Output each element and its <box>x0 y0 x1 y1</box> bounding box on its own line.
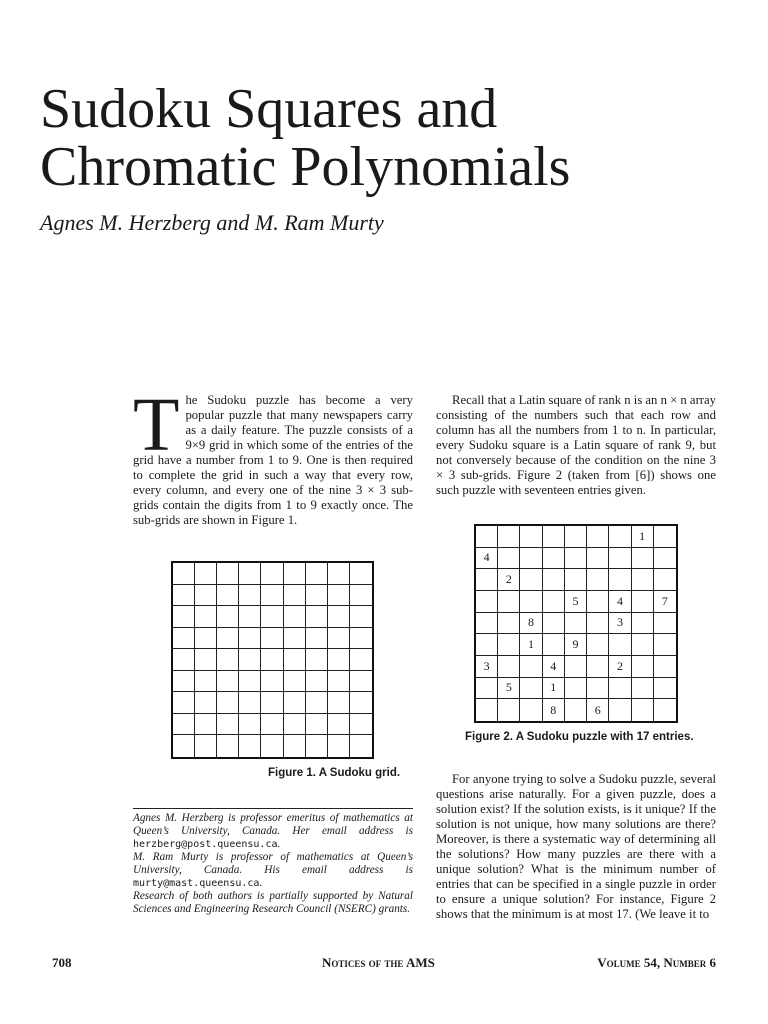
grid-cell <box>239 692 261 714</box>
grid-cell <box>306 585 328 607</box>
left-column <box>133 383 413 528</box>
grid-cell <box>498 634 520 656</box>
grid-cell <box>565 548 587 570</box>
grid-cell <box>632 699 654 721</box>
grid-cell <box>498 613 520 635</box>
grid-cell <box>217 649 239 671</box>
grid-cell <box>350 585 372 607</box>
grid-cell <box>498 548 520 570</box>
grid-cell <box>239 606 261 628</box>
grid-cell <box>239 671 261 693</box>
grid-cell <box>632 613 654 635</box>
grid-cell <box>543 634 565 656</box>
grid-cell: 4 <box>609 591 631 613</box>
grid-cell: 1 <box>520 634 542 656</box>
grid-cell <box>239 649 261 671</box>
grid-cell <box>476 526 498 548</box>
grid-cell <box>476 569 498 591</box>
grid-cell <box>195 606 217 628</box>
grid-cell <box>195 735 217 757</box>
grid-cell <box>328 735 350 757</box>
grid-cell <box>350 735 372 757</box>
grid-cell <box>217 585 239 607</box>
article-title: Sudoku Squares and Chromatic Polynomials <box>40 78 571 198</box>
grid-cell <box>173 714 195 736</box>
grid-cell <box>239 714 261 736</box>
grid-cell <box>632 634 654 656</box>
grid-cell <box>284 735 306 757</box>
grid-cell <box>565 699 587 721</box>
grid-cell: 3 <box>476 656 498 678</box>
grid-cell: 7 <box>654 591 676 613</box>
grid-cell <box>476 591 498 613</box>
grid-cell <box>261 735 283 757</box>
figure1-sudoku-grid <box>171 561 374 759</box>
grid-cell <box>587 569 609 591</box>
grid-cell: 1 <box>632 526 654 548</box>
article-authors: Agnes M. Herzberg and M. Ram Murty <box>40 210 384 235</box>
grid-cell <box>284 671 306 693</box>
grid-cell <box>284 563 306 585</box>
right-column-bottom <box>436 772 716 922</box>
grid-cell <box>217 692 239 714</box>
grid-cell <box>543 569 565 591</box>
grid-cell <box>520 656 542 678</box>
grid-cell <box>173 606 195 628</box>
figure2-sudoku-puzzle <box>474 524 678 723</box>
author-footnote <box>133 812 413 916</box>
grid-cell <box>654 569 676 591</box>
grid-cell <box>498 526 520 548</box>
grid-cell <box>632 656 654 678</box>
grid-cell <box>261 692 283 714</box>
grid-cell <box>328 714 350 736</box>
grid-cell <box>328 585 350 607</box>
grid-cell <box>520 569 542 591</box>
grid-cell <box>609 699 631 721</box>
right-column-top <box>436 393 716 498</box>
grid-cell <box>565 569 587 591</box>
grid-cell <box>239 585 261 607</box>
grid-cell <box>239 628 261 650</box>
grid-cell <box>587 678 609 700</box>
grid-cell: 4 <box>543 656 565 678</box>
grid-cell <box>217 714 239 736</box>
grid-cell <box>306 628 328 650</box>
grid-cell <box>195 714 217 736</box>
grid-cell <box>261 606 283 628</box>
grid-cell: 4 <box>476 548 498 570</box>
grid-cell <box>632 678 654 700</box>
grid-cell <box>498 656 520 678</box>
grid-cell <box>284 649 306 671</box>
grid-cell <box>217 628 239 650</box>
grid-cell <box>654 656 676 678</box>
grid-cell <box>306 714 328 736</box>
grid-cell <box>498 699 520 721</box>
grid-cell <box>261 671 283 693</box>
grid-cell: 8 <box>520 613 542 635</box>
grid-cell <box>173 563 195 585</box>
grid-cell <box>173 735 195 757</box>
grid-cell <box>565 526 587 548</box>
grid-cell <box>173 671 195 693</box>
grid-cell <box>350 671 372 693</box>
grid-cell <box>476 613 498 635</box>
grid-cell <box>217 563 239 585</box>
grid-cell: 2 <box>498 569 520 591</box>
grid-cell <box>654 526 676 548</box>
grid-cell <box>261 563 283 585</box>
grid-cell <box>587 526 609 548</box>
footnote-funding: Research of both authors is partially supported by Natural Sciences and Engineering Research Council (NSERC) grants. <box>133 890 413 915</box>
grid-cell: 2 <box>609 656 631 678</box>
grid-cell <box>350 563 372 585</box>
grid-cell <box>609 678 631 700</box>
grid-cell <box>654 548 676 570</box>
grid-cell: 6 <box>587 699 609 721</box>
grid-cell <box>328 563 350 585</box>
grid-cell <box>543 526 565 548</box>
grid-cell <box>306 649 328 671</box>
grid-cell <box>520 526 542 548</box>
grid-cell <box>284 606 306 628</box>
grid-cell <box>195 649 217 671</box>
grid-cell: 9 <box>565 634 587 656</box>
grid-cell <box>543 548 565 570</box>
grid-cell <box>284 585 306 607</box>
intro-paragraph <box>133 383 413 528</box>
grid-cell <box>520 591 542 613</box>
grid-cell <box>543 591 565 613</box>
latin-square-paragraph: Recall that a Latin square of rank n is an n × n array consisting of the numbers such that each row and column has all the numbers from 1 to n. In particular, every Sudoku square is a Latin square of rank 9, but not conversely because of the condition on the nine 3 × 3 sub-grids. Figure 2 (taken from [6]) shows one such puzzle with seventeen entries given. <box>436 393 716 497</box>
grid-cell <box>350 692 372 714</box>
grid-cell <box>217 606 239 628</box>
grid-cell <box>543 613 565 635</box>
grid-cell <box>498 591 520 613</box>
grid-cell <box>328 606 350 628</box>
grid-cell <box>261 649 283 671</box>
grid-cell <box>476 699 498 721</box>
grid-cell <box>284 628 306 650</box>
figure1-caption: Figure 1. A Sudoku grid. <box>268 767 401 779</box>
grid-cell: 5 <box>565 591 587 613</box>
grid-cell <box>284 714 306 736</box>
grid-cell <box>520 699 542 721</box>
grid-cell <box>173 692 195 714</box>
grid-cell <box>609 548 631 570</box>
grid-cell: 3 <box>609 613 631 635</box>
grid-cell <box>239 735 261 757</box>
grid-cell <box>306 563 328 585</box>
grid-cell <box>217 671 239 693</box>
grid-cell <box>306 735 328 757</box>
journal-name: Notices of the AMS <box>322 955 435 970</box>
grid-cell <box>476 634 498 656</box>
grid-cell <box>565 613 587 635</box>
grid-cell <box>350 628 372 650</box>
grid-cell <box>476 678 498 700</box>
grid-cell <box>632 569 654 591</box>
grid-cell <box>195 585 217 607</box>
grid-cell <box>654 678 676 700</box>
drop-cap: T <box>133 383 180 467</box>
grid-cell <box>328 671 350 693</box>
grid-cell <box>609 526 631 548</box>
grid-cell <box>261 714 283 736</box>
grid-cell <box>520 548 542 570</box>
grid-cell <box>654 699 676 721</box>
grid-cell <box>587 591 609 613</box>
intro-text: he Sudoku puzzle has become a very popular puzzle that many newspapers carry as a daily feature. The puzzle consists of a 9×9 grid in which some of the entries of the grid have a number from 1 to 9. One is then required to complete the grid in such a way that every row, every column, and every one of the nine 3 × 3 sub-grids contain the digits from 1 to 9 exactly once. The sub-grids are shown in Figure 1. <box>133 393 413 527</box>
footnote-rule <box>133 808 413 809</box>
grid-cell <box>261 628 283 650</box>
figure2-caption: Figure 2. A Sudoku puzzle with 17 entries. <box>465 731 694 743</box>
grid-cell <box>261 585 283 607</box>
grid-cell <box>350 606 372 628</box>
grid-cell <box>654 613 676 635</box>
grid-cell <box>195 628 217 650</box>
grid-cell <box>350 649 372 671</box>
grid-cell: 5 <box>498 678 520 700</box>
grid-cell <box>654 634 676 656</box>
grid-cell <box>306 671 328 693</box>
grid-cell <box>306 692 328 714</box>
grid-cell <box>328 649 350 671</box>
page-number: 708 <box>52 955 72 970</box>
grid-cell <box>195 563 217 585</box>
footnote-herzberg: Agnes M. Herzberg is professor emeritus of mathematics at Queen’s University, Canada. Her email address is herzberg@post.queensu.ca. <box>133 812 413 850</box>
footnote-murty: M. Ram Murty is professor of mathematics at Queen’s University, Canada. His email address is murty@mast.queensu.ca. <box>133 851 413 889</box>
volume-info: Volume 54, Number 6 <box>597 955 716 970</box>
grid-cell <box>565 678 587 700</box>
grid-cell <box>350 714 372 736</box>
grid-cell <box>173 649 195 671</box>
grid-cell <box>565 656 587 678</box>
murty-email: murty@mast.queensu.ca <box>133 878 260 889</box>
grid-cell <box>587 613 609 635</box>
grid-cell <box>217 735 239 757</box>
grid-cell <box>239 563 261 585</box>
grid-cell <box>195 671 217 693</box>
grid-cell <box>328 692 350 714</box>
grid-cell <box>328 628 350 650</box>
grid-cell <box>609 634 631 656</box>
grid-cell <box>173 585 195 607</box>
grid-cell <box>609 569 631 591</box>
grid-cell <box>587 634 609 656</box>
grid-cell <box>306 606 328 628</box>
grid-cell <box>632 548 654 570</box>
grid-cell: 8 <box>543 699 565 721</box>
grid-cell <box>587 656 609 678</box>
grid-cell <box>632 591 654 613</box>
grid-cell <box>520 678 542 700</box>
grid-cell: 1 <box>543 678 565 700</box>
herzberg-email: herzberg@post.queensu.ca <box>133 839 278 850</box>
grid-cell <box>284 692 306 714</box>
questions-paragraph: For anyone trying to solve a Sudoku puzzle, several questions arise naturally. For a given puzzle, does a solution exist? If the solution exists, is it unique? If the solution is not unique, how many solutions are there? Moreover, is there a systematic way of determining all the solutions? How many puzzles are there with a unique solution? What is the minimum number of entries that can be specified in a single puzzle in order to ensure a unique solution? For instance, Figure 2 shows that the minimum is at most 17. (We leave it to <box>436 772 716 921</box>
grid-cell <box>195 692 217 714</box>
grid-cell <box>587 548 609 570</box>
grid-cell <box>173 628 195 650</box>
